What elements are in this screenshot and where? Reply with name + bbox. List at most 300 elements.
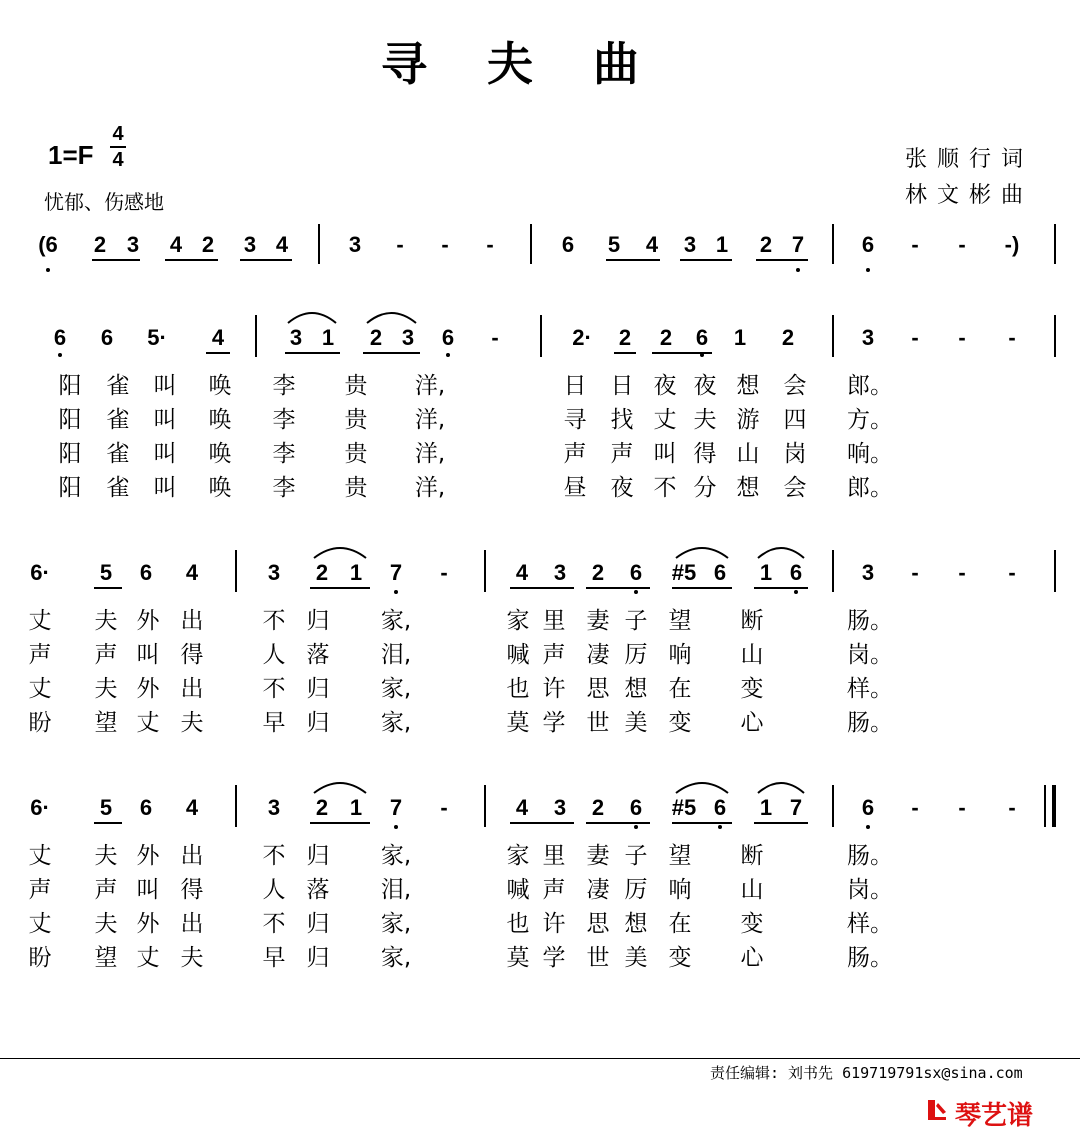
line3-lyric: 盼 [28,945,52,971]
slur-arc [312,542,368,560]
line1-note: 6 [53,325,67,350]
footer-divider [0,1058,1080,1059]
line3-lyric: 望 [668,843,692,869]
line3-lyric: 外 [136,843,160,869]
barline [235,550,237,592]
barline [255,315,257,357]
line1-lyric: 方。 [847,407,893,433]
line2-note: 5 [99,560,113,585]
line3-lyric: 归 [306,911,330,937]
time-bottom: 4 [112,149,124,171]
line1-note: 3 [861,325,875,350]
line1-note: 6 [695,325,709,350]
line1-note: 4 [211,325,225,350]
line2-lyric: 家, [380,710,412,736]
line3-lyric: 妻 [586,843,610,869]
line1-note: 2 [659,325,673,350]
intro-note: 6 [561,232,575,257]
barline [540,315,542,357]
line3-note: 2 [591,795,605,820]
slur-arc [756,777,806,795]
line2-lyric: 厉 [624,642,648,668]
barline [832,785,834,827]
line1-note: 2· [572,325,592,350]
line3-lyric: 许 [542,911,566,937]
line1-lyric: 贵 [344,441,368,467]
underline [586,822,650,824]
slur-arc [365,307,418,325]
underline [94,587,122,589]
line3-lyric: 岗。 [847,877,893,903]
slur-arc [674,542,730,560]
line2-lyric: 变 [740,676,764,702]
line2-note: 6 [139,560,153,585]
final-barline [1052,785,1056,827]
line2-note: 6· [30,560,50,585]
barline [832,550,834,592]
line1-lyric: 夜 [610,475,634,501]
line3-lyric: 里 [542,843,566,869]
line1-lyric: 会 [783,373,807,399]
line2-lyric: 也 [506,676,530,702]
line3-lyric: 喊 [506,877,530,903]
line2-lyric: 心 [740,710,764,736]
line2-note: 2 [591,560,605,585]
intro-note: 4 [275,232,289,257]
line3-lyric: 落 [306,877,330,903]
line2-lyric: 落 [306,642,330,668]
lyricist-credit: 张顺行词 [905,147,1034,172]
line3-lyric: 想 [624,911,648,937]
line2-note: 1 [349,560,363,585]
line1-lyric: 丈 [653,407,677,433]
line1-note: 1 [733,325,747,350]
line3-lyric: 出 [180,911,204,937]
line1-note: 6 [441,325,455,350]
line1-note: 2 [369,325,383,350]
line2-lyric: 夫 [94,676,118,702]
line2-lyric: 叫 [136,642,160,668]
line3-lyric: 凄 [586,877,610,903]
line2-note: #5 [671,560,697,585]
underline [285,352,340,354]
line3-note: 7 [389,795,403,820]
line3-lyric: 厉 [624,877,648,903]
line1-lyric: 洋, [414,373,446,399]
underline [510,822,574,824]
octave-dot [634,825,638,829]
line2-lyric: 丈 [28,608,52,634]
slur-arc [674,777,730,795]
intro-note: 2 [201,232,215,257]
line2-lyric: 早 [262,710,286,736]
line1-lyric: 游 [736,407,760,433]
footer-editor: 责任编辑: 刘书先 619719791sx@sina.com [710,1064,1023,1082]
line1-lyric: 郎。 [847,373,893,399]
line1-note: 2 [618,325,632,350]
intro-note: 3 [348,232,362,257]
underline [94,822,122,824]
octave-dot [718,825,722,829]
line3-lyric: 不 [262,911,286,937]
line3-lyric: 莫 [506,945,530,971]
line2-lyric: 变 [668,710,692,736]
line1-lyric: 李 [272,373,296,399]
slur-arc [312,777,368,795]
line2-note: - [440,560,448,585]
line1-lyric: 贵 [344,373,368,399]
line2-lyric: 喊 [506,642,530,668]
line2-lyric: 肠。 [847,608,893,634]
octave-dot [446,353,450,357]
octave-dot [794,590,798,594]
line1-note: 2 [781,325,795,350]
line2-lyric: 归 [306,608,330,634]
line3-lyric: 家 [506,843,530,869]
line2-lyric: 外 [136,608,160,634]
line1-lyric: 雀 [106,373,130,399]
line2-lyric: 不 [262,676,286,702]
line3-lyric: 得 [180,877,204,903]
line1-lyric: 声 [610,441,634,467]
line2-lyric: 夫 [94,608,118,634]
line3-note: - [1008,795,1016,820]
line3-lyric: 心 [740,945,764,971]
line2-lyric: 思 [586,676,610,702]
line1-lyric: 得 [693,441,717,467]
line2-lyric: 人 [262,642,286,668]
line3-lyric: 叫 [136,877,160,903]
line1-lyric: 雀 [106,407,130,433]
line3-lyric: 变 [740,911,764,937]
line3-lyric: 家, [380,911,412,937]
line1-lyric: 想 [736,475,760,501]
line1-lyric: 四 [783,407,807,433]
line2-lyric: 望 [668,608,692,634]
line1-lyric: 洋, [414,441,446,467]
line1-lyric: 洋, [414,475,446,501]
line3-note: 6 [139,795,153,820]
intro-note: - [396,232,404,257]
line3-lyric: 声 [542,877,566,903]
underline [310,587,370,589]
line2-lyric: 山 [740,642,764,668]
line2-note: 6 [713,560,727,585]
underline [614,352,636,354]
line1-lyric: 洋, [414,407,446,433]
line2-lyric: 出 [180,676,204,702]
line1-lyric: 贵 [344,407,368,433]
octave-dot [394,825,398,829]
line2-lyric: 样。 [847,676,893,702]
line3-lyric: 早 [262,945,286,971]
composer-credit: 林文彬曲 [905,183,1034,208]
intro-note: - [486,232,494,257]
intro-note: 1 [715,232,729,257]
line3-lyric: 思 [586,911,610,937]
line1-lyric: 不 [653,475,677,501]
line2-note: 6 [789,560,803,585]
line2-note: 2 [315,560,329,585]
line1-lyric: 叫 [153,373,177,399]
line2-lyric: 丈 [136,710,160,736]
site-logo: 琴艺谱 [955,1101,1034,1131]
underline [672,822,732,824]
underline [680,259,732,261]
line1-lyric: 会 [783,475,807,501]
intro-note: 3 [243,232,257,257]
underline [310,822,370,824]
intro-note: 2 [759,232,773,257]
line1-lyric: 郎。 [847,475,893,501]
intro-note: - [958,232,966,257]
underline [756,259,808,261]
line1-note: - [958,325,966,350]
octave-dot [700,353,704,357]
line3-note: 3 [267,795,281,820]
line1-lyric: 岗 [783,441,807,467]
line3-lyric: 山 [740,877,764,903]
line2-lyric: 里 [542,608,566,634]
intro-note: 4 [645,232,659,257]
line3-note: 1 [759,795,773,820]
line3-lyric: 声 [94,877,118,903]
line3-note: 3 [553,795,567,820]
line3-note: 6· [30,795,50,820]
line3-lyric: 不 [262,843,286,869]
line3-lyric: 归 [306,843,330,869]
line1-lyric: 声 [563,441,587,467]
line2-lyric: 出 [180,608,204,634]
underline [240,259,292,261]
line3-lyric: 肠。 [847,843,893,869]
line1-lyric: 雀 [106,441,130,467]
line3-lyric: 样。 [847,911,893,937]
octave-dot [394,590,398,594]
line3-note: 4 [515,795,529,820]
line1-lyric: 日 [563,373,587,399]
line2-lyric: 世 [586,710,610,736]
line3-note: 6 [861,795,875,820]
line2-lyric: 外 [136,676,160,702]
low-octave-dot [866,268,870,272]
line2-lyric: 望 [94,710,118,736]
intro-note: 5 [607,232,621,257]
key-signature: 1=F [48,140,94,170]
line1-lyric: 夫 [693,407,717,433]
line2-note: 3 [553,560,567,585]
line3-note: - [440,795,448,820]
intro-note: 4 [169,232,183,257]
line1-lyric: 雀 [106,475,130,501]
line1-lyric: 唤 [208,441,232,467]
line2-note: 4 [185,560,199,585]
line3-lyric: 泪, [380,877,412,903]
line1-lyric: 夜 [693,373,717,399]
line2-lyric: 子 [624,608,648,634]
line2-lyric: 家, [380,608,412,634]
line2-lyric: 声 [542,642,566,668]
line2-lyric: 莫 [506,710,530,736]
line1-lyric: 唤 [208,373,232,399]
line3-note: 6 [713,795,727,820]
line1-note: 1 [321,325,335,350]
line3-lyric: 也 [506,911,530,937]
line2-lyric: 得 [180,642,204,668]
line3-lyric: 声 [28,877,52,903]
line1-lyric: 李 [272,475,296,501]
intro-note: 2 [93,232,107,257]
line2-lyric: 声 [28,642,52,668]
barline [235,785,237,827]
line3-lyric: 丈 [28,843,52,869]
line3-lyric: 家, [380,945,412,971]
line1-lyric: 李 [272,407,296,433]
line2-lyric: 不 [262,608,286,634]
line3-lyric: 响 [668,877,692,903]
slur-arc [756,542,806,560]
song-title: 寻夫曲 [381,37,699,91]
line1-lyric: 唤 [208,475,232,501]
octave-dot [634,590,638,594]
line1-note: 5· [147,325,167,350]
line3-lyric: 夫 [180,945,204,971]
line2-lyric: 声 [94,642,118,668]
line2-lyric: 岗。 [847,642,893,668]
line1-lyric: 分 [693,475,717,501]
barline [1054,550,1056,592]
line1-lyric: 响。 [847,441,893,467]
intro-note: - [441,232,449,257]
line1-lyric: 昼 [563,475,587,501]
slur-arc [286,307,338,325]
line3-lyric: 人 [262,877,286,903]
underline [92,259,140,261]
time-top: 4 [112,123,124,145]
line1-lyric: 叫 [653,441,677,467]
line3-lyric: 夫 [94,911,118,937]
line2-lyric: 肠。 [847,710,893,736]
line3-lyric: 变 [668,945,692,971]
line3-lyric: 丈 [28,911,52,937]
line2-lyric: 夫 [180,710,204,736]
line3-note: - [958,795,966,820]
line2-lyric: 许 [542,676,566,702]
line3-lyric: 美 [624,945,648,971]
line3-note: 7 [789,795,803,820]
line3-note: 4 [185,795,199,820]
line2-lyric: 学 [542,710,566,736]
line3-note: - [911,795,919,820]
underline [206,352,230,354]
low-octave-dot [46,268,50,272]
line3-lyric: 学 [542,945,566,971]
line1-lyric: 阳 [58,441,82,467]
line2-note: 3 [861,560,875,585]
line3-note: 1 [349,795,363,820]
line1-lyric: 唤 [208,407,232,433]
underline [754,587,808,589]
barline [1054,224,1056,264]
line1-note: - [911,325,919,350]
line1-note: 3 [401,325,415,350]
octave-dot [58,353,62,357]
line1-lyric: 寻 [563,407,587,433]
line1-lyric: 贵 [344,475,368,501]
line3-lyric: 肠。 [847,945,893,971]
line2-lyric: 丈 [28,676,52,702]
line3-note: 5 [99,795,113,820]
underline [586,587,650,589]
intro-note: - [911,232,919,257]
line1-lyric: 找 [610,407,634,433]
barline [1054,315,1056,357]
line2-lyric: 盼 [28,710,52,736]
line2-lyric: 家 [506,608,530,634]
line1-lyric: 阳 [58,407,82,433]
line3-lyric: 归 [306,945,330,971]
barline [484,785,486,827]
line2-note: - [1008,560,1016,585]
line1-note: - [491,325,499,350]
line2-lyric: 响 [668,642,692,668]
line1-lyric: 叫 [153,475,177,501]
line3-lyric: 在 [668,911,692,937]
intro-note: 3 [126,232,140,257]
line3-lyric: 丈 [136,945,160,971]
line2-note: 1 [759,560,773,585]
line2-lyric: 归 [306,676,330,702]
line1-lyric: 叫 [153,407,177,433]
intro-note: (6 [38,232,58,257]
barline [832,315,834,357]
intro-note: 3 [683,232,697,257]
line3-lyric: 断 [740,843,764,869]
line2-note: 6 [629,560,643,585]
line1-note: - [1008,325,1016,350]
final-barline [1044,785,1046,827]
line3-lyric: 家, [380,843,412,869]
line3-lyric: 出 [180,843,204,869]
line1-lyric: 阳 [58,373,82,399]
line1-lyric: 夜 [653,373,677,399]
line1-note: 3 [289,325,303,350]
line3-lyric: 子 [624,843,648,869]
line1-lyric: 日 [610,373,634,399]
expression-mark: 忧郁、伤感地 [44,190,164,214]
line2-lyric: 想 [624,676,648,702]
line3-lyric: 世 [586,945,610,971]
line2-lyric: 家, [380,676,412,702]
low-octave-dot [796,268,800,272]
underline [754,822,808,824]
line1-note: 6 [100,325,114,350]
intro-note: 6 [861,232,875,257]
underline [363,352,420,354]
line3-note: 6 [629,795,643,820]
line1-lyric: 叫 [153,441,177,467]
line1-lyric: 阳 [58,475,82,501]
line3-lyric: 夫 [94,843,118,869]
barline [832,224,834,264]
line2-lyric: 美 [624,710,648,736]
line1-lyric: 李 [272,441,296,467]
underline [165,259,218,261]
barline [318,224,320,264]
line2-lyric: 断 [740,608,764,634]
line2-lyric: 在 [668,676,692,702]
line3-note: 2 [315,795,329,820]
